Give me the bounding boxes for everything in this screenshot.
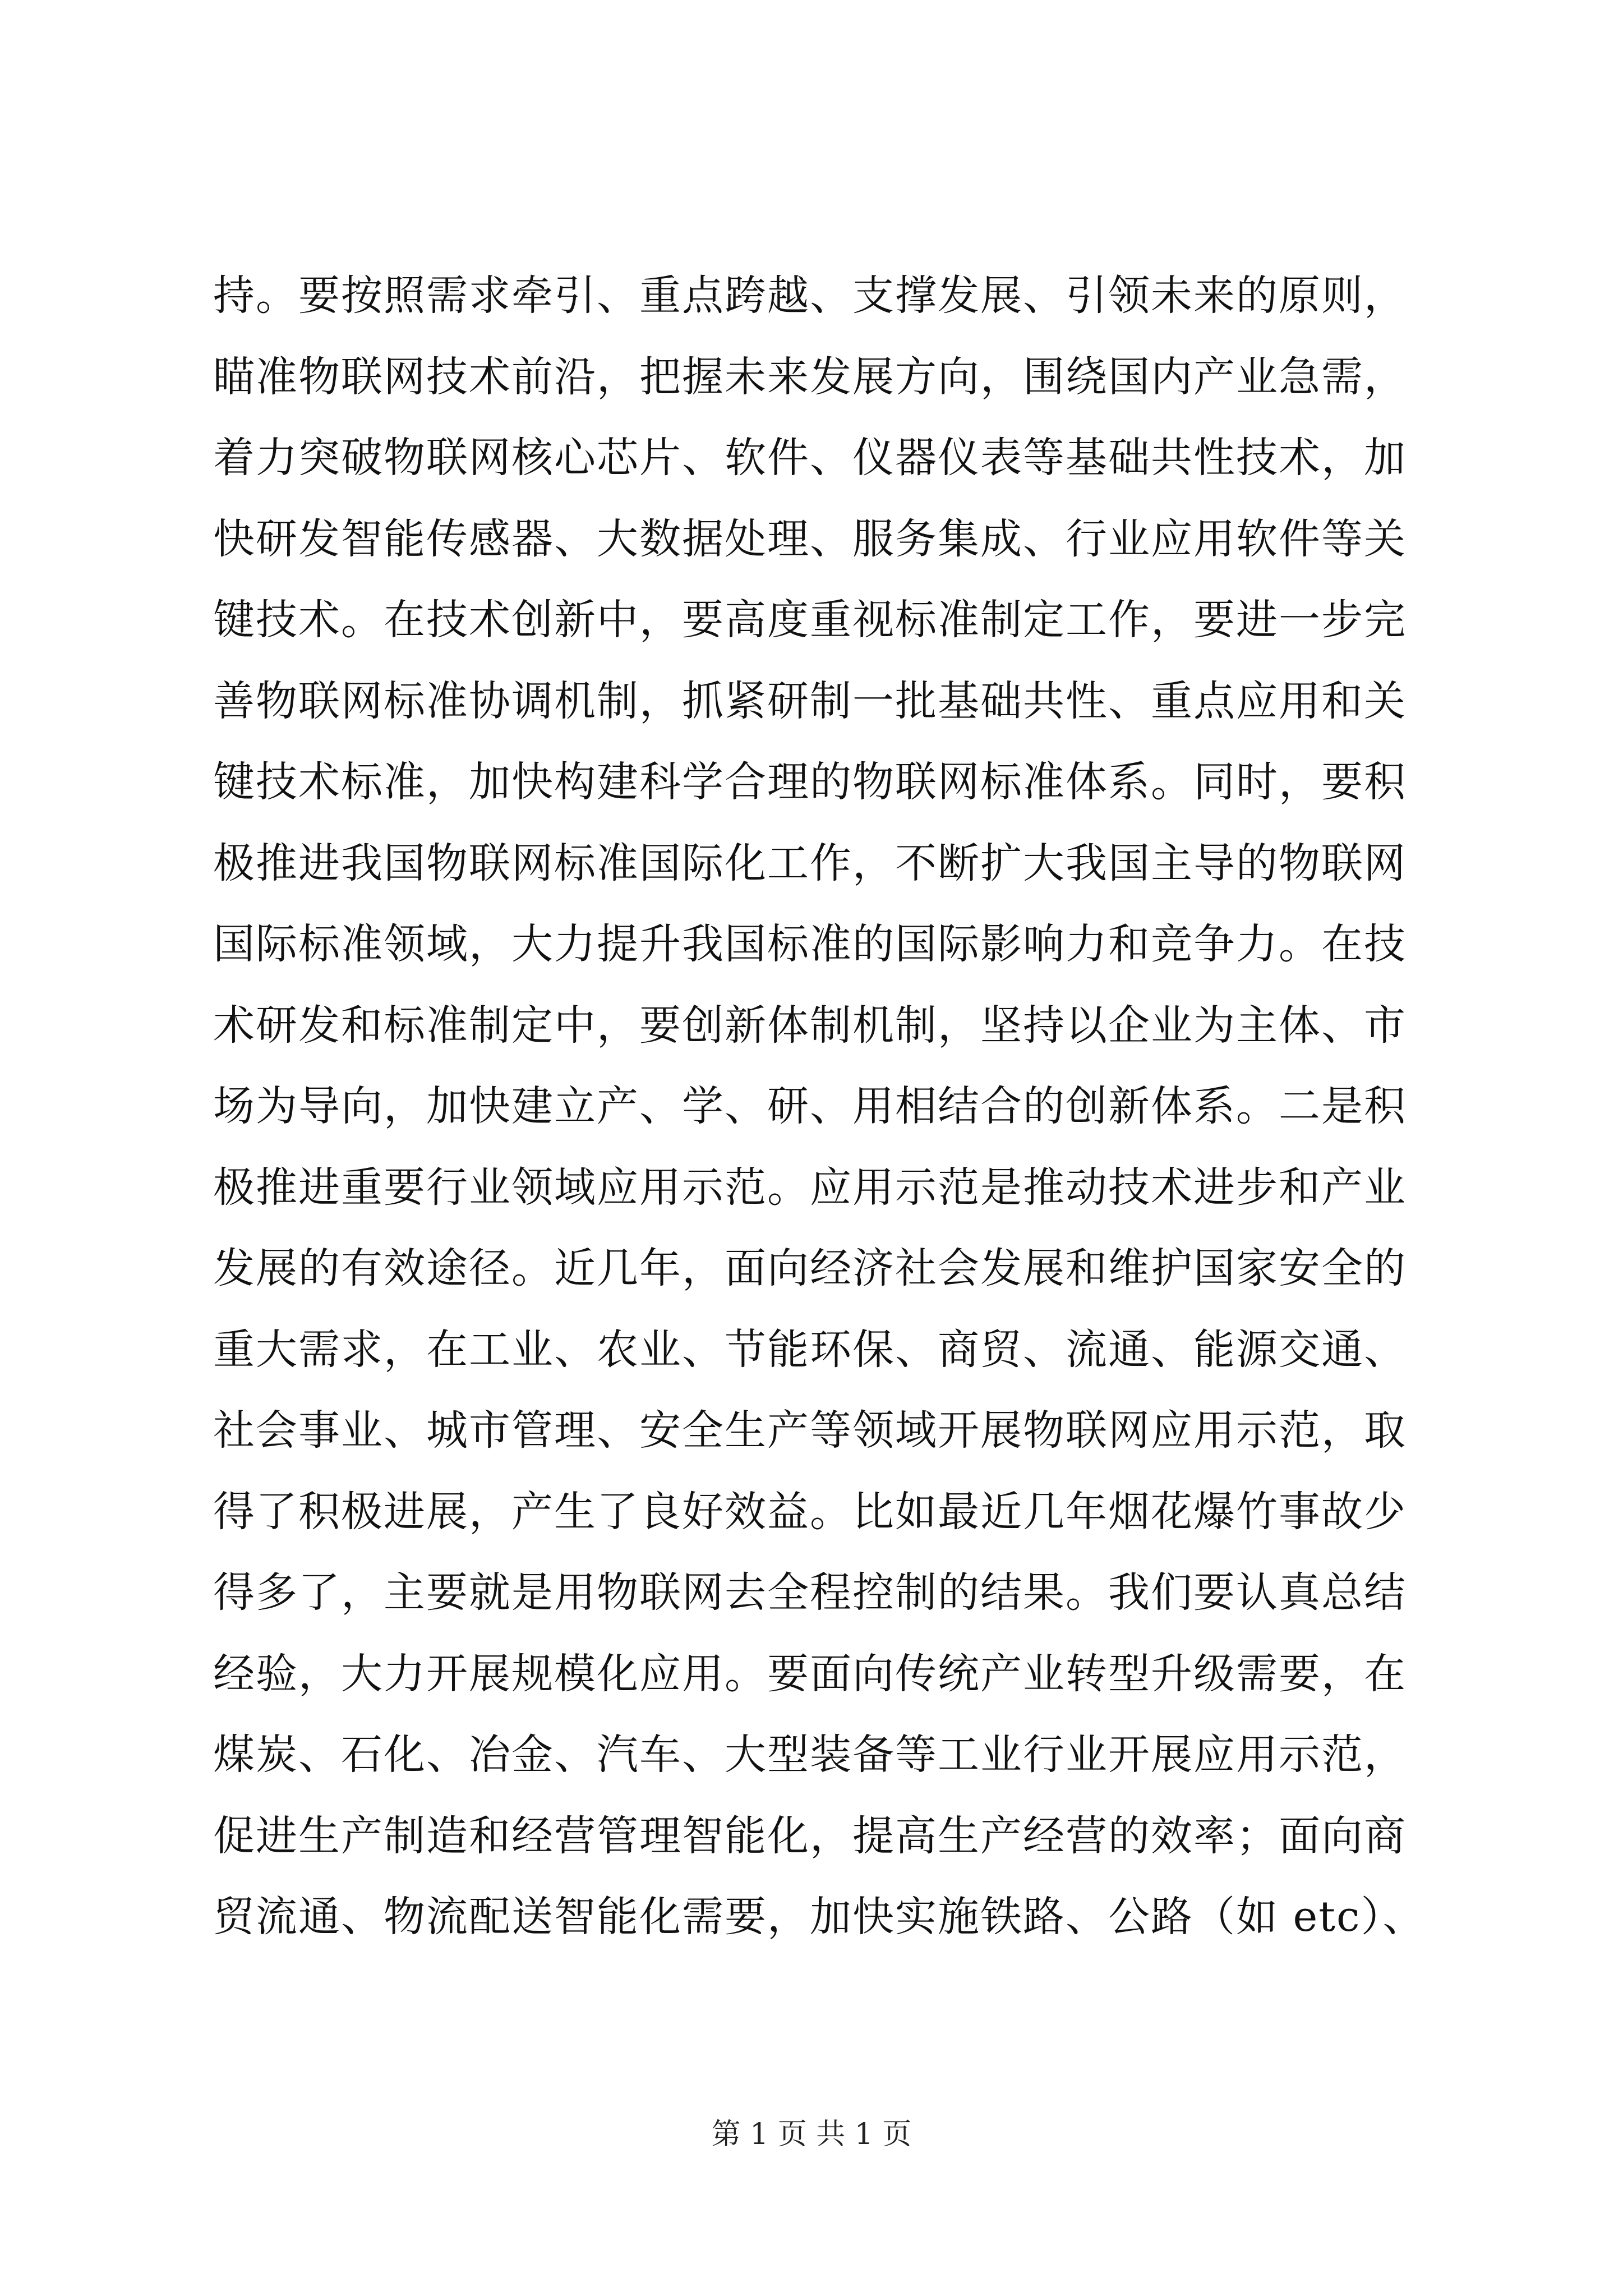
text-line: 得了积极进展，产生了良好效益。比如最近几年烟花爆竹事故少 [213, 1487, 1407, 1536]
text-line: 键技术标准，加快构建科学合理的物联网标准体系。同时，要积 [213, 758, 1407, 806]
text-line: 社会事业、城市管理、安全生产等领域开展物联网应用示范，取 [213, 1406, 1407, 1455]
text-line: 经验，大力开展规模化应用。要面向传统产业转型升级需要，在 [213, 1649, 1407, 1698]
text-line: 持。要按照需求牵引、重点跨越、支撑发展、引领未来的原则， [213, 272, 1407, 320]
page-number-footer: 第 1 页 共 1 页 [711, 2118, 912, 2151]
text-line: 善物联网标准协调机制，抓紧研制一批基础共性、重点应用和关 [213, 677, 1407, 725]
text-line: 极推进重要行业领域应用示范。应用示范是推动技术进步和产业 [213, 1163, 1407, 1212]
text-line: 快研发智能传感器、大数据处理、服务集成、行业应用软件等关 [213, 514, 1407, 563]
text-line: 术研发和标准制定中，要创新体制机制，坚持以企业为主体、市 [213, 1001, 1407, 1050]
text-line: 贸流通、物流配送智能化需要，加快实施铁路、公路（如 etc）、 [213, 1893, 1426, 1941]
text-line: 煤炭、石化、冶金、汽车、大型装备等工业行业开展应用示范， [213, 1731, 1407, 1779]
text-line: 键技术。在技术创新中，要高度重视标准制定工作，要进一步完 [213, 596, 1407, 644]
text-line: 瞄准物联网技术前沿，把握未来发展方向，围绕国内产业急需， [213, 352, 1407, 401]
body-paragraph [213, 255, 1424, 1958]
text-line: 着力突破物联网核心芯片、软件、仪器仪表等基础共性技术，加 [213, 434, 1407, 482]
text-line: 极推进我国物联网标准国际化工作，不断扩大我国主导的物联网 [213, 839, 1407, 887]
text-line: 促进生产制造和经营管理智能化，提高生产经营的效率；面向商 [213, 1811, 1407, 1860]
text-line: 发展的有效途径。近几年，面向经济社会发展和维护国家安全的 [213, 1244, 1407, 1292]
text-line: 国际标准领域，大力提升我国标准的国际影响力和竞争力。在技 [213, 920, 1407, 968]
text-line: 场为导向，加快建立产、学、研、用相结合的创新体系。二是积 [213, 1082, 1407, 1130]
text-line: 重大需求，在工业、农业、节能环保、商贸、流通、能源交通、 [213, 1325, 1407, 1374]
text-line: 得多了，主要就是用物联网去全程控制的结果。我们要认真总结 [213, 1568, 1407, 1617]
